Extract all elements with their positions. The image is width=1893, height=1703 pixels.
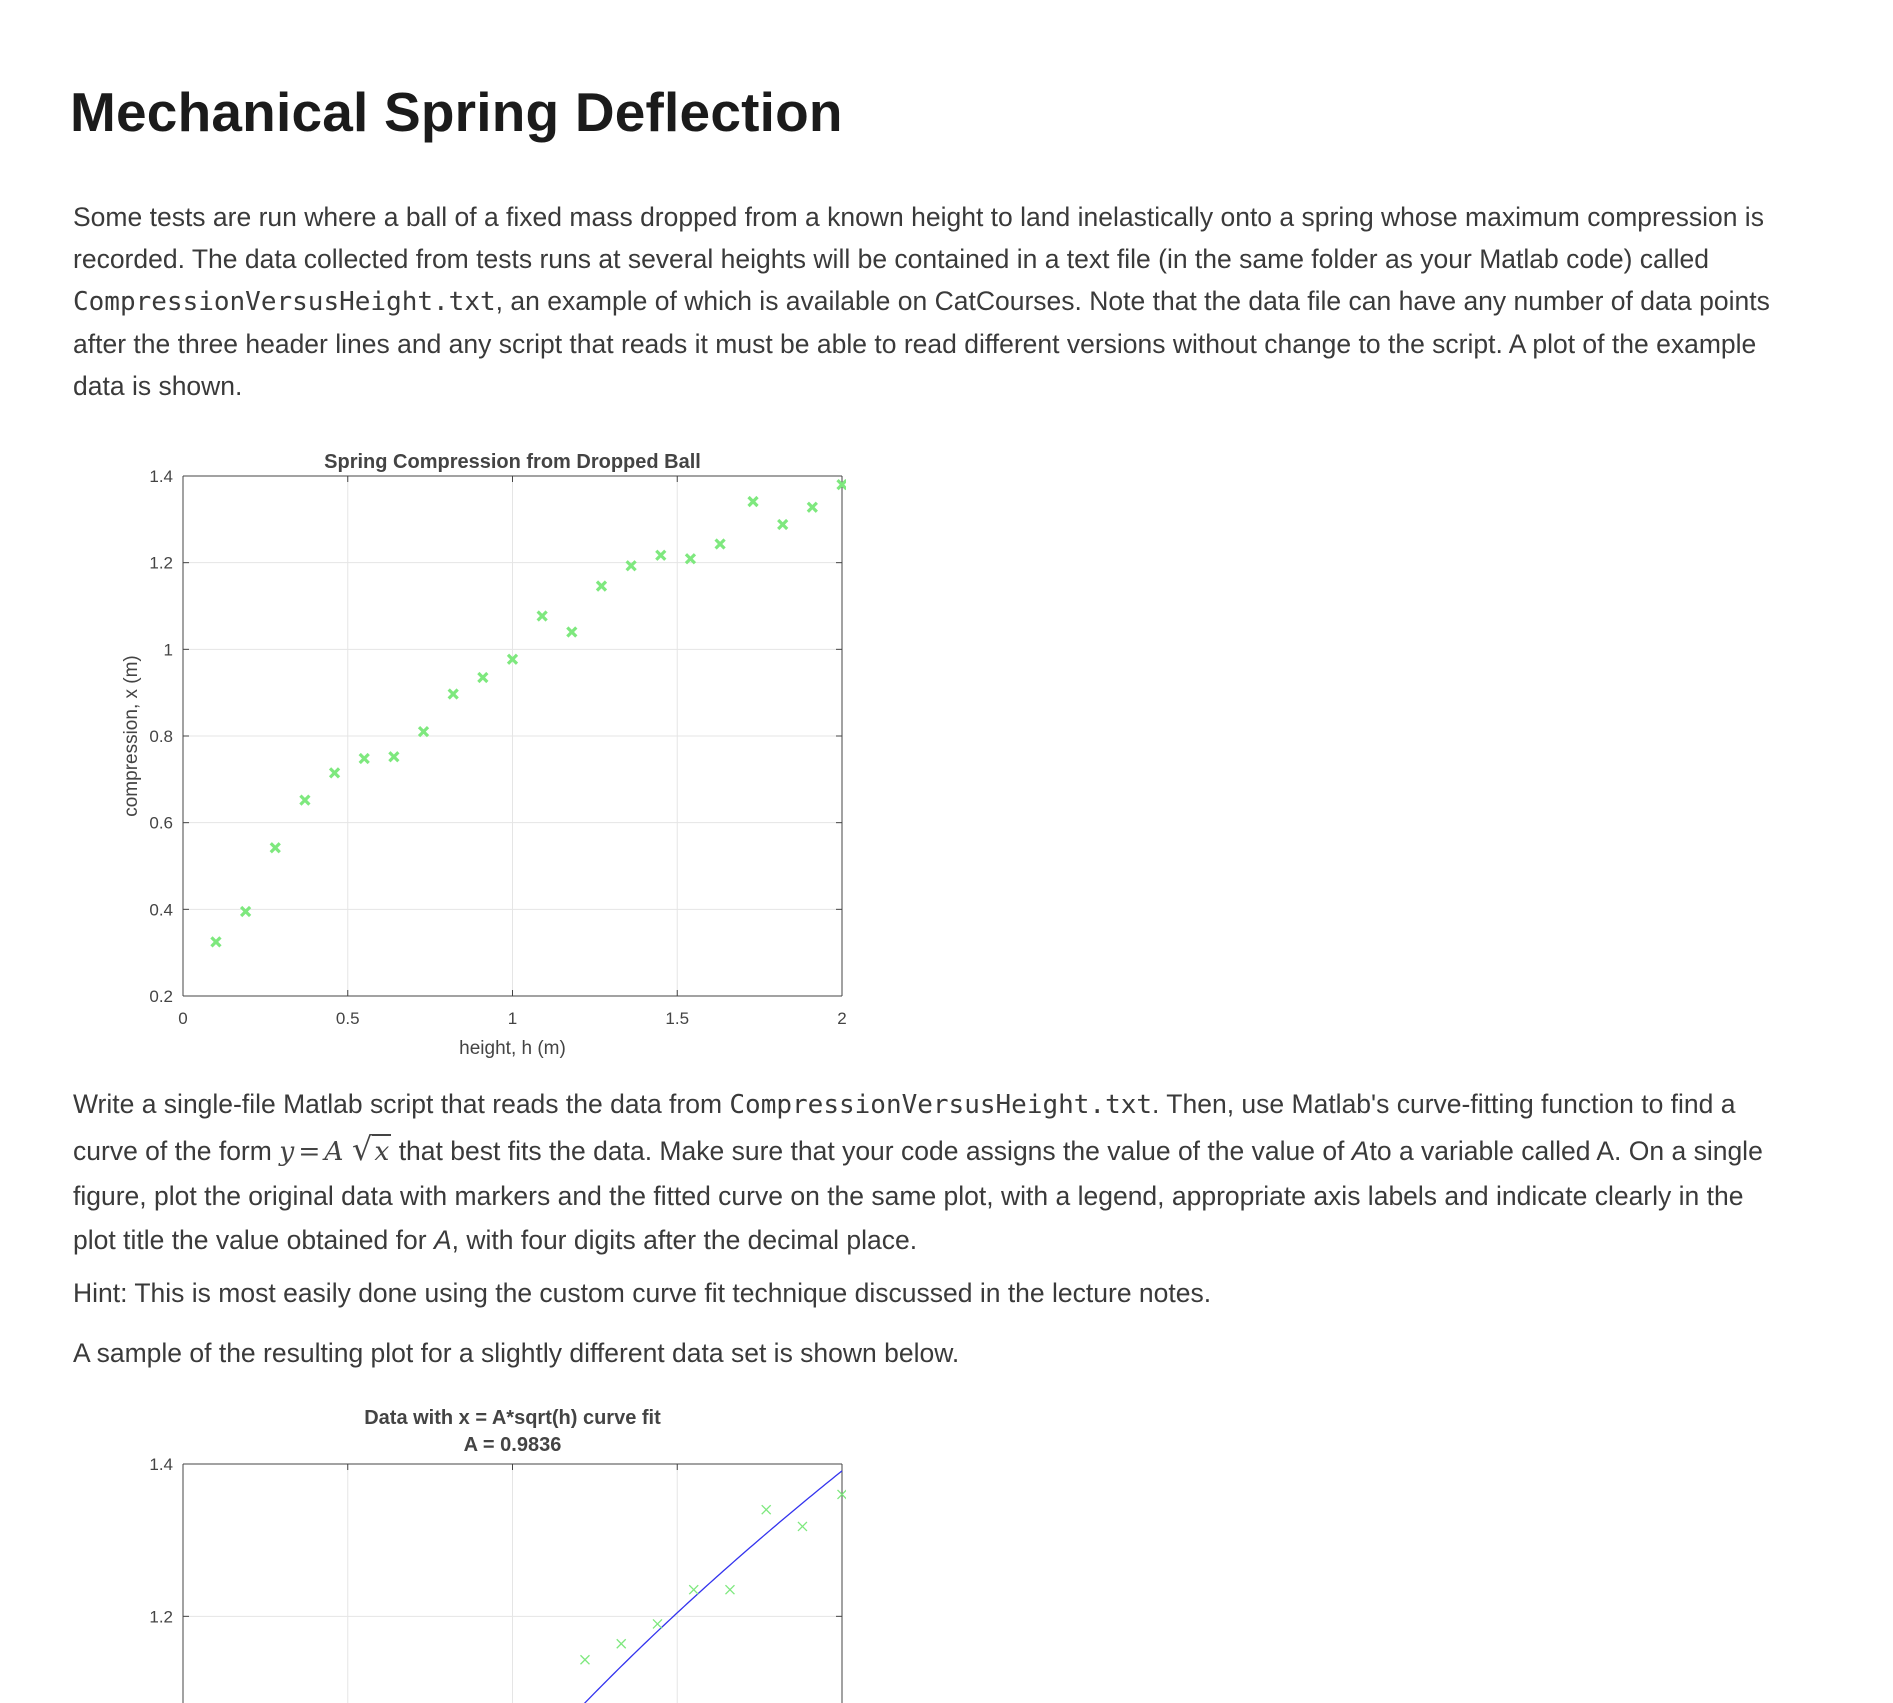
intro-text-1: Some tests are run where a ball of a fixed mass dropped from a known height to land inelastically onto a spring whose maximum compression is recorded. The data collected from tests runs at several heights will be contained in a text file (in the same folder as your Matlab code) called [73, 202, 1764, 274]
data-point [778, 520, 787, 529]
formula-y: y [279, 1136, 295, 1167]
task-filename: CompressionVersusHeight.txt [729, 1090, 1153, 1120]
x-tick-label: 0.5 [335, 1009, 360, 1028]
data-point [617, 1639, 626, 1648]
formula [279, 1130, 391, 1168]
x-tick-label: 2 [837, 1009, 847, 1028]
curve-fit-chart [0, 1373, 900, 1703]
data-point [330, 768, 339, 777]
intro-filename: CompressionVersusHeight.txt [73, 287, 496, 317]
data-point [716, 540, 725, 549]
data-point [689, 1585, 698, 1594]
data-point [798, 1522, 807, 1531]
data-point [300, 796, 309, 805]
formula-a: A [324, 1136, 344, 1167]
y-tick-label: 0.6 [149, 813, 173, 833]
data-point [580, 1655, 589, 1664]
intro-paragraph [73, 196, 1783, 407]
plot-area [211, 480, 846, 946]
data-point [271, 843, 280, 852]
data-point [725, 1585, 734, 1594]
hint-paragraph: Hint: This is most easily done using the custom curve fit technique discussed in the lecture notes. [73, 1278, 1212, 1308]
y-tick-label: 1 [163, 640, 173, 660]
y-tick-label: 1.2 [149, 553, 173, 573]
task-paragraph [73, 1082, 1783, 1262]
formula-equals: = [298, 1136, 321, 1167]
data-point [686, 554, 695, 563]
data-point [419, 727, 428, 736]
x-tick-label: 0 [178, 1009, 188, 1028]
task-text-5: , with four digits after the decimal place. [451, 1225, 918, 1255]
task-text-3: that best fits the data. Make sure that your code assigns the value of the value of [391, 1136, 1352, 1166]
data-point [538, 611, 547, 620]
spring-compression-chart [0, 430, 900, 1070]
intro-text-2: , an example of which is available on CatCourses. Note that the data file can have any number of data points after the three header lines and any script that reads it must be able to read different versions without change to the script. A plot of the example data is shown. [73, 286, 1770, 401]
chart-title: Data with x = A*sqrt(h) curve fit [364, 1407, 661, 1429]
data-point [749, 497, 758, 506]
data-point [211, 937, 220, 946]
y-tick-label: 0.2 [149, 987, 173, 1006]
x-axis-label: height, h (m) [459, 1038, 566, 1059]
plot-area [183, 1471, 847, 1703]
task-text-4: to a variable called A. On a single figure, plot the original data with markers and the fitted curve on the same plot, with a legend, appropriate axis labels and indicate clearly in the plot title the value obtained for [73, 1136, 1763, 1255]
data-point [449, 689, 458, 698]
formula-x: x [374, 1136, 390, 1167]
data-point [360, 754, 369, 763]
data-point [653, 1619, 662, 1628]
x-tick-label: 1.5 [665, 1009, 690, 1028]
y-tick-label: 1.4 [149, 467, 173, 486]
y-tick-label: 0.4 [149, 900, 173, 920]
x-tick-label: 1 [507, 1009, 518, 1028]
data-point [656, 551, 665, 560]
sqrt-symbol: √ [351, 1130, 373, 1168]
y-tick-label: 1.2 [149, 1607, 173, 1627]
data-point [808, 503, 817, 512]
y-axis-label: compression, x (m) [121, 655, 142, 817]
task-var-a: A [1351, 1136, 1370, 1166]
data-point [762, 1505, 771, 1514]
data-point [389, 752, 398, 761]
task-text-1: Write a single-file Matlab script that reads the data from [73, 1089, 730, 1119]
chart-subtitle: A = 0.9836 [463, 1434, 562, 1456]
page-title: Mechanical Spring Deflection [70, 81, 843, 143]
task-text-2: . Then, use Matlab's curve-fitting function to find a curve of the form [73, 1089, 1736, 1166]
data-point [597, 582, 606, 591]
y-tick-label: 1.4 [149, 1455, 173, 1474]
data-point [567, 628, 576, 637]
data-point [241, 907, 250, 916]
sample-intro-paragraph: A sample of the resulting plot for a slightly different data set is shown below. [73, 1338, 960, 1368]
y-tick-label: 0.8 [149, 727, 173, 746]
data-point [478, 673, 487, 682]
task-var-a-2: A [433, 1225, 452, 1255]
chart-title: Spring Compression from Dropped Ball [324, 451, 701, 473]
